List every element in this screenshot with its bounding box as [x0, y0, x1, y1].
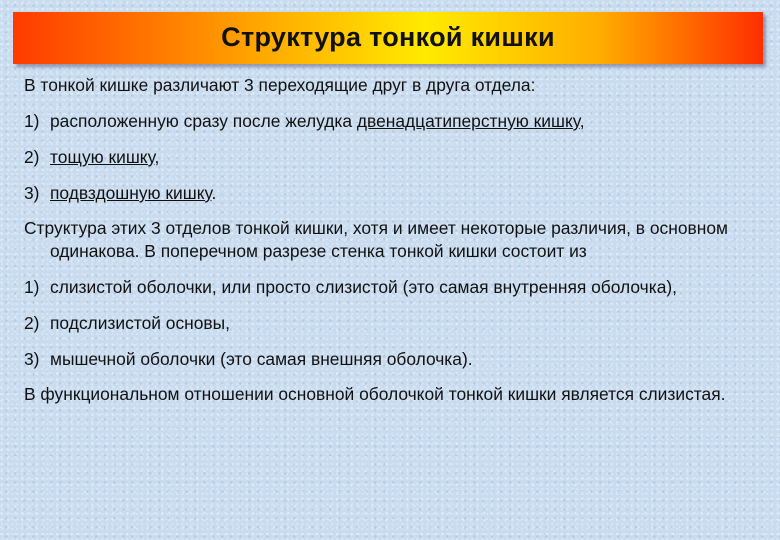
list-number: 3) [24, 349, 40, 369]
list-number: 2) [24, 147, 40, 167]
list-number: 1) [24, 111, 40, 131]
list-text: подслизистой основы, [50, 313, 230, 333]
list-item: 1) расположенную сразу после желудка двенадцатиперстную кишку, [24, 111, 585, 131]
list-item: 3) подвздошную кишку. [24, 183, 217, 203]
list-item [24, 348, 764, 371]
list-item [24, 312, 764, 335]
intro-text: В тонкой кишке различают 3 переходящие друг в друга отдела: [24, 75, 536, 95]
list-item [24, 276, 764, 299]
list-item: 2) тощую кишку, [24, 147, 160, 167]
link-duodenum[interactable]: двенадцатиперстную кишку [356, 111, 580, 131]
link-ileum[interactable]: подвздошную кишку [50, 183, 212, 203]
list-text: мышечной оболочки (это самая внешняя оболочка). [50, 349, 473, 369]
list-text: расположенную сразу после желудка [50, 111, 357, 131]
structure-text: Структура этих 3 отделов тонкой кишки, хотя и имеет некоторые различия, в основном одинакова. В поперечном разрезе стенка тонкой кишки состоит из [24, 218, 728, 261]
list-number: 2) [24, 313, 40, 333]
link-jejunum[interactable]: тощую кишку [50, 147, 155, 167]
list-number: 1) [24, 277, 40, 297]
title-bar [13, 12, 763, 64]
page-title: Структура тонкой кишки [221, 22, 555, 52]
list-text: слизистой оболочки, или просто слизистой (это самая внутренняя оболочка), [50, 277, 678, 297]
content-body [24, 72, 764, 406]
list-number: 3) [24, 183, 40, 203]
conclusion-text: В функциональном отношении основной оболочкой тонкой кишки является слизистая. [24, 384, 726, 404]
